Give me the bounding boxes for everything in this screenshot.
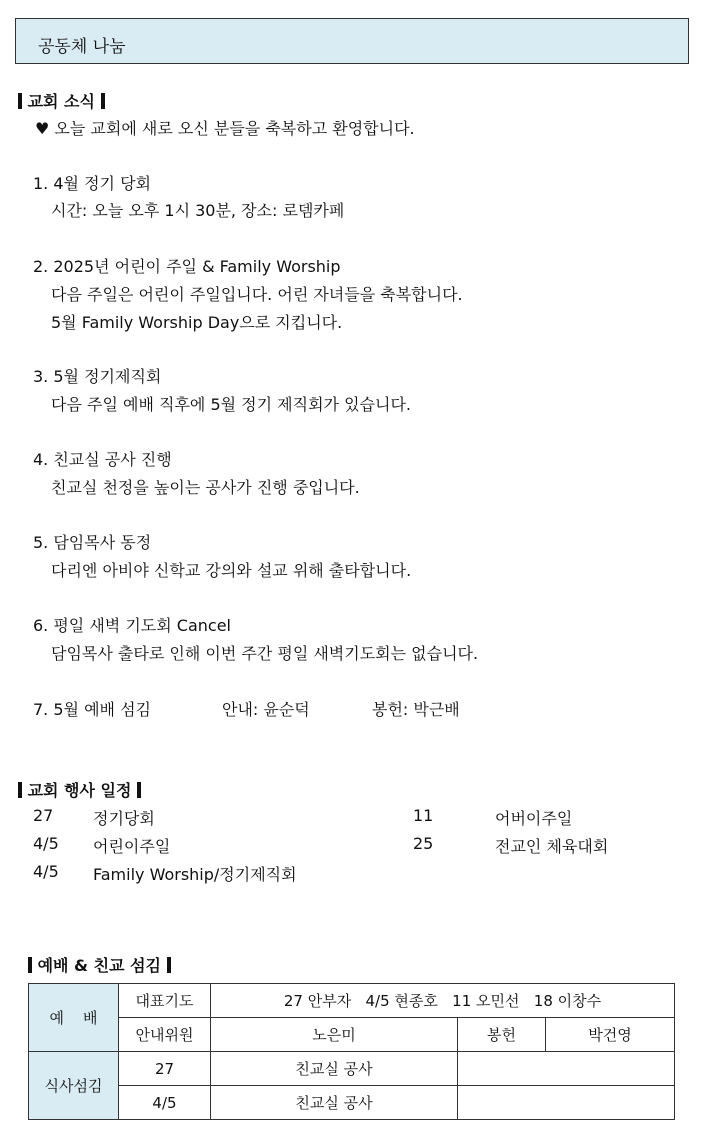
- event-name: 정기당회: [93, 809, 155, 828]
- event-name: 어버이주일: [495, 809, 573, 828]
- news-item-6-line-1: 담임목사 출타로 인해 이번 주간 평일 새벽기도회는 없습니다.: [51, 644, 479, 663]
- meal-value: 친교실 공사: [211, 1052, 458, 1086]
- heading-bar-right: [101, 93, 105, 109]
- news-item-5-title: 5. 담임목사 동정: [33, 533, 152, 552]
- event-date: 25: [413, 834, 434, 853]
- meal-date: 4/5: [119, 1086, 211, 1120]
- usher-value: 노은미: [211, 1018, 458, 1052]
- welcome-text: ♥ 오늘 교회에 새로 오신 분들을 축복하고 환영합니다.: [35, 119, 415, 138]
- table-row: [29, 1052, 675, 1086]
- page-title: 공동체 나눔: [38, 37, 126, 57]
- news-item-5-line-1: 다리엔 아비야 신학교 강의와 설교 위해 출타합니다.: [51, 561, 412, 580]
- events-heading-text: 교회 행사 일정: [27, 781, 132, 800]
- event-date: 27: [33, 806, 54, 825]
- news-item-7-title: 7. 5월 예배 섬김: [33, 700, 151, 719]
- heading-bar-left: [18, 782, 22, 798]
- meal-extra: [458, 1052, 675, 1086]
- news-item-7-offering: 봉헌: 박근배: [372, 700, 460, 719]
- news-item-4-title: 4. 친교실 공사 진행: [33, 450, 172, 469]
- service-heading: [28, 953, 171, 976]
- news-item-7-guide: 안내: 윤순덕: [222, 700, 310, 719]
- offering-value: 박건영: [546, 1018, 675, 1052]
- news-item-6-title: 6. 평일 새벽 기도회 Cancel: [33, 616, 232, 635]
- event-date: 11: [413, 806, 434, 825]
- meal-date: 27: [119, 1052, 211, 1086]
- table-row: [29, 1018, 675, 1052]
- news-item-1-line-1: 시간: 오늘 오후 1시 30분, 장소: 로뎀카페: [51, 201, 345, 220]
- news-item-3-title: 3. 5월 정기제직회: [33, 367, 162, 386]
- news-item-2-title: 2. 2025년 어린이 주일 & Family Worship: [33, 257, 341, 276]
- service-table: [28, 983, 675, 1120]
- news-item-1-title: 1. 4월 정기 당회: [33, 174, 151, 193]
- news-item-3-line-1: 다음 주일 예배 직후에 5월 정기 제직회가 있습니다.: [51, 395, 411, 414]
- heading-bar-right: [137, 782, 141, 798]
- worship-label-cell: [29, 984, 119, 1052]
- usher-label: 안내위원: [119, 1018, 211, 1052]
- prayer-value: 27 안부자 4/5 현종호 11 오민선 18 이창수: [211, 984, 675, 1018]
- offering-label: 봉헌: [458, 1018, 546, 1052]
- event-name: 어린이주일: [93, 837, 171, 856]
- meal-extra: [458, 1086, 675, 1120]
- table-row: [29, 984, 675, 1018]
- news-heading: [18, 89, 105, 112]
- event-date: 4/5: [33, 834, 59, 853]
- meal-value: 친교실 공사: [211, 1086, 458, 1120]
- worship-label: 예 배: [49, 1009, 98, 1027]
- event-date: 4/5: [33, 862, 59, 881]
- heading-bar-left: [28, 957, 32, 973]
- heading-bar-left: [18, 93, 22, 109]
- meal-label: 식사섬김: [29, 1052, 119, 1120]
- news-item-2-line-1: 다음 주일은 어린이 주일입니다. 어린 자녀들을 축복합니다.: [51, 285, 463, 304]
- table-row: [29, 1086, 675, 1120]
- header-box: [15, 18, 689, 64]
- events-heading: [18, 778, 141, 801]
- prayer-label: 대표기도: [119, 984, 211, 1018]
- news-item-2-line-2: 5월 Family Worship Day으로 지킵니다.: [51, 313, 343, 332]
- news-heading-text: 교회 소식: [27, 92, 95, 111]
- event-name: 전교인 체육대회: [495, 837, 609, 856]
- heading-bar-right: [167, 957, 171, 973]
- event-name: Family Worship/정기제직회: [93, 865, 297, 884]
- service-heading-text: 예배 & 친교 섬김: [37, 956, 161, 975]
- news-item-4-line-1: 친교실 천정을 높이는 공사가 진행 중입니다.: [51, 478, 360, 497]
